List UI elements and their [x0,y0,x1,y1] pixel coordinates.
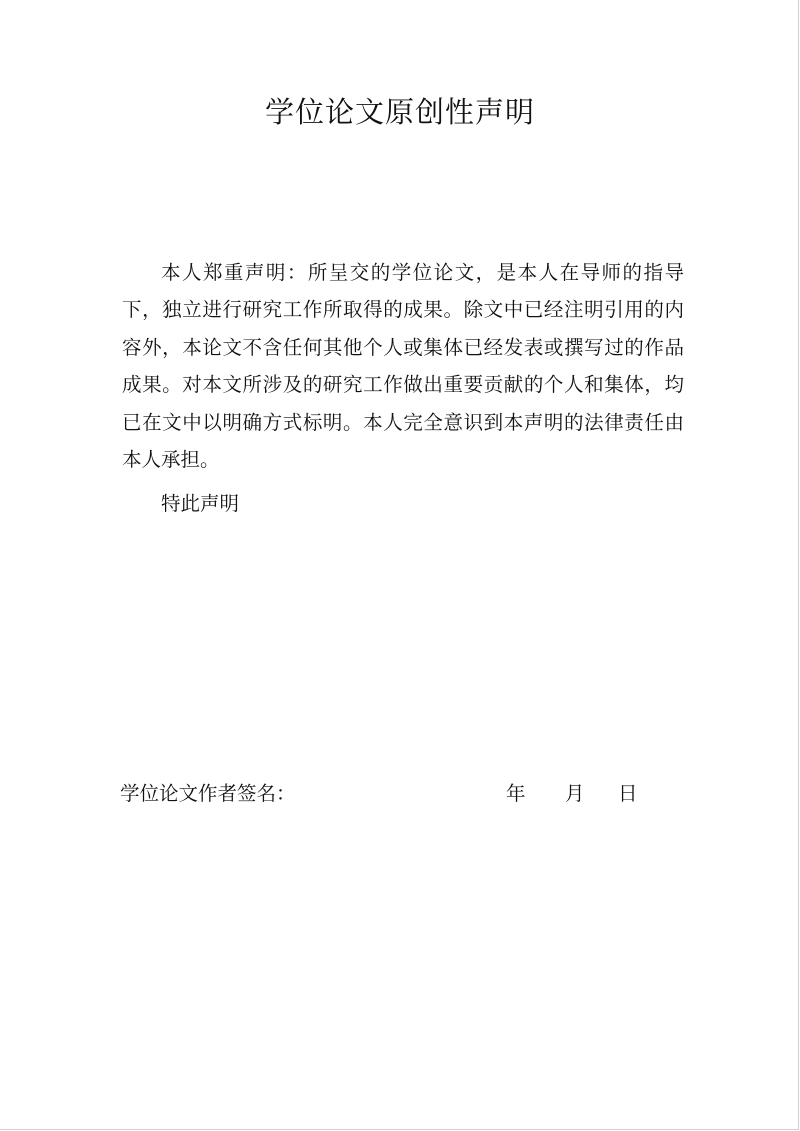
declaration-paragraph: 本人郑重声明：所呈交的学位论文，是本人在导师的指导下，独立进行研究工作所取得的成果。除文中已经注明引用的内容外，本论文不含任何其他个人或集体已经发表或撰写过的作品成果。对本文所涉及的研究工作做出重要贡献的个人和集体，均已在文中以明确方式标明。本人完全意识到本声明的法律责任由本人承担。 [122,261,684,472]
closing-statement: 特此声明 [161,492,240,515]
date-day-label: 日 [618,782,638,805]
date-month-label: 月 [565,782,585,805]
date-year-label: 年 [506,782,526,805]
author-signature-label: 学位论文作者签名： [120,782,296,805]
page-title: 学位论文原创性声明 [264,95,535,129]
